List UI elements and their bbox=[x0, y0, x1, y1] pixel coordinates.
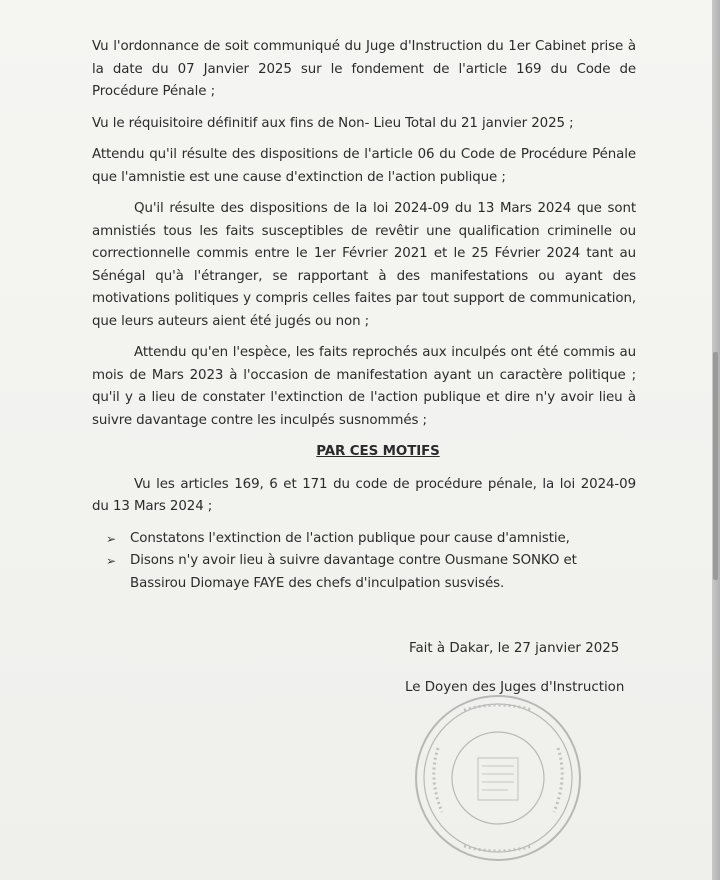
decision-list bbox=[92, 528, 636, 596]
paragraph-loi-2024-09: Qu'il résulte des dispositions de la loi 2024-09 du 13 Mars 2024 que sont amnistiés tous les faits susceptibles de revêtir une qualification criminelle ou correctionnelle commis entre le 1er Février 2021 et le 25 Février 2024 tant au Sénégal qu'à l'étranger, se rapportant à des manifestations ou ayant des motivations politiques y compris celles faites par tout support de communication, que leurs auteurs aient été jugés ou non ; bbox=[92, 201, 636, 329]
paragraph-motifs-intro: Vu les articles 169, 6 et 171 du code de procédure pénale, la loi 2024-09 du 13 Mars 2024 ; bbox=[92, 476, 636, 514]
decision-item-non-lieu bbox=[106, 550, 636, 595]
paragraph-attendu-espece: Attendu qu'en l'espèce, les faits reprochés aux inculpés ont été commis au mois de Mars 2023 à l'occasion de manifestation ayant un caractère politique ; qu'il y a lieu de constater l'extinction de l'action publique et dire n'y avoir lieu à suivre davantage contre les inculpés susnommés ; bbox=[92, 345, 636, 428]
place-date: Fait à Dakar, le 27 janvier 2025 bbox=[409, 641, 620, 656]
arrowhead-bullet-icon: ➢ bbox=[106, 554, 116, 568]
signatory-title: Le Doyen des Juges d'Instruction bbox=[405, 679, 625, 695]
decision-item-extinction bbox=[106, 528, 636, 551]
paragraph-requisitoire: Vu le réquisitoire définitif aux fins de Non- Lieu Total du 21 janvier 2025 ; bbox=[92, 115, 574, 131]
paragraph-ordonnance: Vu l'ordonnance de soit communiqué du Juge d'Instruction du 1er Cabinet prise à la date du 07 Janvier 2025 sur le fondement de l'article 169 du Code de Procédure Pénale ; bbox=[92, 39, 636, 99]
arrowhead-bullet-icon: ➢ bbox=[106, 531, 116, 546]
section-heading-motifs: PAR CES MOTIFS bbox=[316, 444, 440, 459]
paragraph-attendu-article-06: Attendu qu'il résulte des dispositions de l'article 06 du Code de Procédure Pénale que l'amnistie est une cause d'extinction de l'action publique ; bbox=[92, 147, 636, 185]
decision-text-extinction: Constatons l'extinction de l'action publique pour cause d'amnistie, bbox=[130, 530, 570, 546]
official-seal-stamp-icon bbox=[408, 688, 588, 868]
scrollbar-thumb[interactable] bbox=[713, 352, 718, 580]
document-body bbox=[92, 36, 636, 595]
decision-text-non-lieu: Disons n'y avoir lieu à suivre davantage contre Ousmane SONKO et Bassirou Diomaye FAYE des chefs d'inculpation susvisés. bbox=[130, 553, 577, 591]
